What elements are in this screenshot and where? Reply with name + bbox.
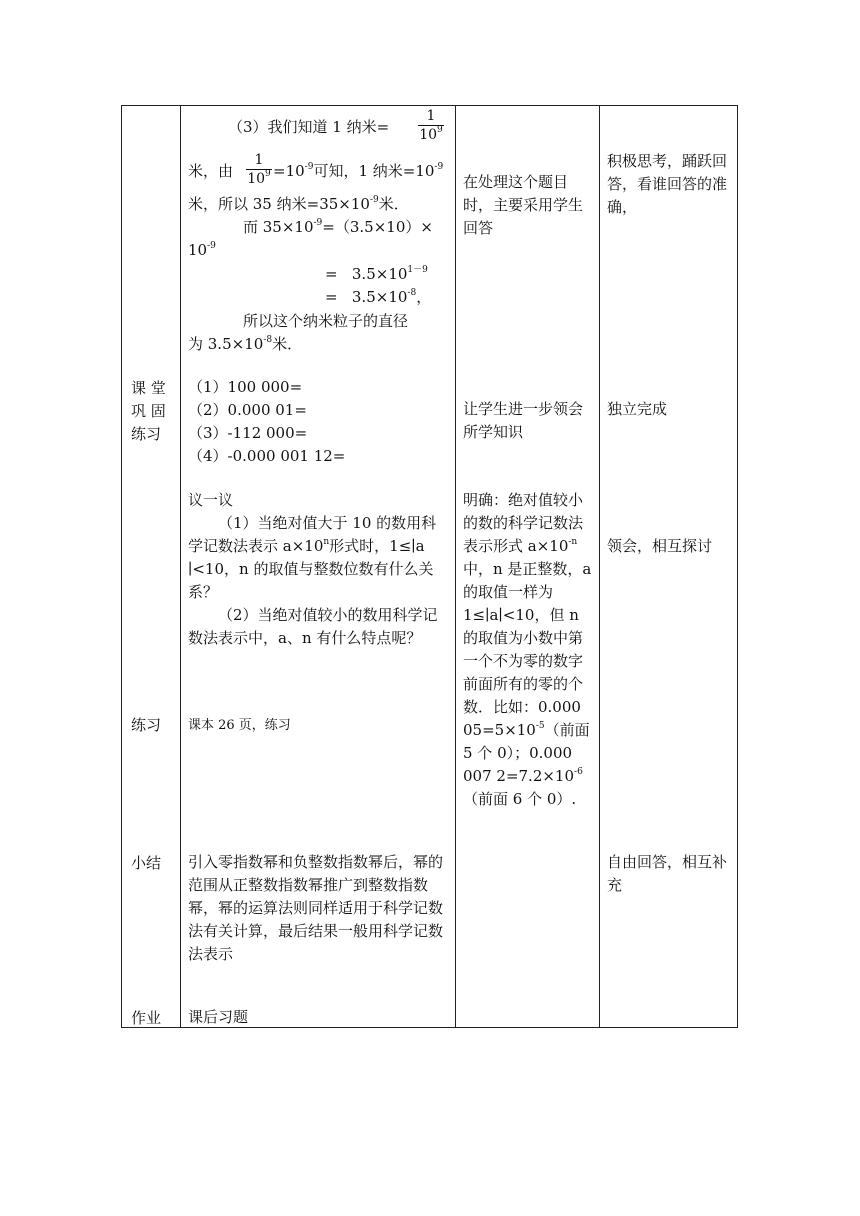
discuss-question-1 [188, 512, 450, 604]
fraction-denominator [418, 126, 444, 143]
student-row-4: 自由回答，相互补充 [607, 853, 728, 894]
fraction-numerator: 1 [254, 152, 264, 168]
text: 10 [188, 241, 208, 259]
text: 3.5×10 [351, 288, 408, 306]
teacher-row-2: 让学生进一步领会所学知识 [463, 400, 584, 441]
student-row-1: 积极思考，踊跃回答，看谁回答的准确， [607, 152, 728, 216]
text: （3）我们知道 1 纳米= [228, 118, 390, 136]
text: =（3.5×10）× [322, 218, 433, 236]
text: 可知，1 纳米=10 [313, 162, 435, 180]
exercise-3: （3）-112 000= [188, 424, 308, 442]
exp: -9 [304, 162, 314, 172]
text: （前面 6 个 0）. [463, 790, 577, 808]
exp: -8 [263, 335, 273, 345]
den-base: 10 [247, 171, 266, 187]
label-summary: 小结 [131, 854, 162, 872]
exp: -8 [407, 288, 417, 298]
example3-line2 [188, 161, 233, 182]
text: 米． [272, 335, 303, 353]
exp: -n [568, 537, 578, 547]
text: （1）当绝对值大于 10 的数用科学记数法表示 a×10 [188, 514, 437, 555]
text: 而 35×10 [243, 218, 314, 236]
label-homework: 作业 [131, 1009, 162, 1027]
exp: -9 [313, 218, 323, 228]
example3-line2b [273, 161, 443, 182]
den-exp: 9 [437, 125, 443, 136]
fraction-denominator [246, 170, 272, 187]
discuss-title: 议一议 [188, 491, 234, 509]
exp: -9 [207, 241, 216, 251]
text: 3.5×10 [351, 265, 408, 283]
practice-text: 课本 26 页，练习 [188, 718, 291, 733]
fraction-1-over-10-9 [418, 108, 444, 143]
student-row-3: 领会，相互探讨 [607, 537, 713, 555]
label-line: 巩 固 [131, 402, 166, 420]
text: ， [416, 288, 432, 306]
exercise-2: （2）0.000 01= [188, 401, 307, 419]
example3-line9 [188, 334, 302, 355]
exp: -6 [574, 767, 583, 777]
teacher-row-1: 在处理这个题目时，主要采用学生回答 [463, 173, 584, 237]
text: （前面 5 个 0）；0.000 007 2=7.2×10 [463, 721, 590, 785]
label-practice: 练习 [131, 716, 162, 734]
exp: -5 [535, 721, 545, 731]
text: = [325, 288, 338, 306]
example3-line8: 所以这个纳米粒子的直径 [243, 312, 409, 330]
example3-line7 [325, 287, 431, 308]
example3-line5 [188, 240, 216, 261]
example3-line6 [325, 264, 428, 285]
text: 形式时，1≤∣a ∣<10，n 的取值与整数位数有什么关系？ [188, 537, 434, 601]
discuss-question-2: （2）当绝对值较小的数用科学记数法表示中，a、n 有什么特点呢？ [188, 606, 438, 647]
label-line: 练习 [131, 425, 162, 443]
teacher-row-3 [463, 489, 593, 811]
exp: 1－9 [407, 265, 428, 275]
column-divider [180, 106, 181, 1027]
example3-line3 [188, 194, 409, 215]
example3-line4 [243, 217, 433, 238]
text: 明确：绝对值较小的数的科学记数法表示形式 a×10 [463, 491, 584, 555]
text: 米，所以 35 纳米=35×10 [188, 195, 370, 213]
fraction-numerator: 1 [426, 108, 436, 124]
den-base: 10 [419, 127, 438, 143]
exercise-1: （1）100 000= [188, 378, 303, 396]
text: = [325, 265, 338, 283]
text: 米，由 [188, 162, 234, 180]
text: =10 [273, 162, 305, 180]
summary-text: 引入零指数幂和负整数指数幂后，幂的范围从正整数指数幂推广到整数指数幂，幂的运算法则同样适用于科学记数法有关计算，最后结果一般用科学记数法表示 [188, 853, 444, 963]
exp: -9 [434, 162, 444, 172]
exp: -9 [369, 195, 379, 205]
den-exp: 9 [265, 169, 271, 180]
homework-text: 课后习题 [188, 1008, 249, 1026]
example3-line1 [228, 117, 389, 138]
student-row-2: 独立完成 [607, 400, 668, 418]
column-divider [599, 106, 600, 1027]
text: 米． [378, 195, 409, 213]
label-line: 课 堂 [131, 379, 166, 397]
exercise-4: （4）-0.000 001 12= [188, 447, 346, 465]
column-divider [455, 106, 456, 1027]
exp: n [323, 537, 330, 547]
fraction-1-over-10-9-b [246, 152, 272, 187]
text: 中，n 是正整数，a 的取值一样为 1≤∣a∣<10，但 n 的取值为小数中第一个不为零的数字前面所有的零的个数．比如：0.000 05=5×10 [463, 560, 592, 739]
label-consolidation [131, 377, 166, 446]
text: 为 3.5×10 [188, 335, 264, 353]
